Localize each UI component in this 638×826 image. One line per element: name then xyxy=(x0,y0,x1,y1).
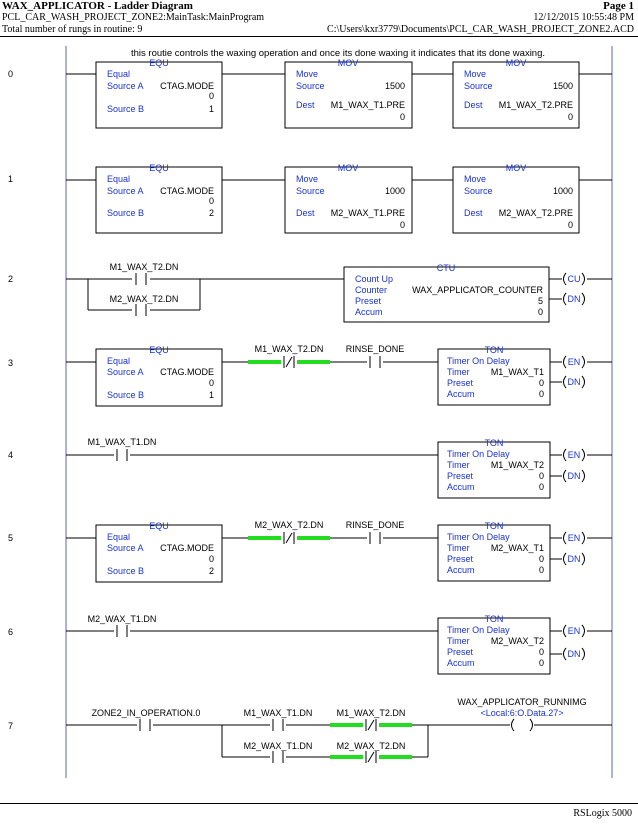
en-output-coil xyxy=(564,449,585,461)
svg-text:M2_WAX_T1.PRE: M2_WAX_T1.PRE xyxy=(330,208,405,218)
xic-contact[interactable] xyxy=(244,741,313,763)
report-datetime: 12/12/2015 10:55:48 PM xyxy=(533,12,634,23)
svg-text:Accum: Accum xyxy=(447,482,475,492)
svg-text:Source A: Source A xyxy=(107,186,144,196)
svg-text:Source: Source xyxy=(464,186,493,196)
mov-instruction[interactable] xyxy=(453,163,579,233)
svg-text:0: 0 xyxy=(399,220,405,230)
svg-text:WAX_APPLICATOR_RUNNIMG: WAX_APPLICATOR_RUNNIMG xyxy=(457,697,587,707)
svg-text:Counter: Counter xyxy=(355,285,388,295)
svg-text:0: 0 xyxy=(538,482,544,492)
svg-text:TON: TON xyxy=(484,345,504,355)
rung-5 xyxy=(66,520,612,582)
svg-text:M2_WAX_T2: M2_WAX_T2 xyxy=(490,636,544,646)
svg-text:0: 0 xyxy=(538,471,544,481)
xic-contact[interactable] xyxy=(346,344,405,368)
svg-text:Move: Move xyxy=(296,174,319,184)
svg-text:0: 0 xyxy=(538,565,544,575)
svg-text:CTAG.MODE: CTAG.MODE xyxy=(160,81,214,91)
equ-instruction[interactable] xyxy=(96,58,222,128)
svg-text:DN: DN xyxy=(567,554,581,564)
svg-text:Equal: Equal xyxy=(107,174,131,184)
svg-text:1500: 1500 xyxy=(552,81,573,91)
svg-text:EN: EN xyxy=(567,626,581,636)
rung-3 xyxy=(66,344,612,406)
xio-contact[interactable] xyxy=(330,708,412,731)
svg-text:EN: EN xyxy=(567,450,581,460)
svg-text:DN: DN xyxy=(567,471,581,481)
svg-text:EQU: EQU xyxy=(149,345,169,355)
svg-text:M1_WAX_T2: M1_WAX_T2 xyxy=(490,460,544,470)
output-coil[interactable] xyxy=(457,697,586,731)
svg-text:0: 0 xyxy=(208,91,214,101)
program-path: PCL_CAR_WASH_PROJECT_ZONE2:MainTask:MainProgram xyxy=(2,12,265,23)
svg-text:Timer: Timer xyxy=(447,636,470,646)
svg-text:DN: DN xyxy=(567,294,581,304)
cu-output-coil xyxy=(564,273,585,285)
svg-text:CU: CU xyxy=(567,274,581,284)
svg-text:Preset: Preset xyxy=(447,647,474,657)
svg-text:M2_WAX_T2.PRE: M2_WAX_T2.PRE xyxy=(498,208,573,218)
rung-number: 7 xyxy=(8,721,14,731)
xio-contact[interactable] xyxy=(330,741,412,763)
svg-text:CTAG.MODE: CTAG.MODE xyxy=(160,186,214,196)
mov-instruction[interactable] xyxy=(285,58,412,128)
svg-text:Source B: Source B xyxy=(107,390,145,400)
mov-instruction[interactable] xyxy=(285,163,412,233)
svg-text:Accum: Accum xyxy=(447,389,475,399)
xic-contact[interactable] xyxy=(110,294,179,316)
svg-text:MOV: MOV xyxy=(337,58,359,68)
rung-number: 4 xyxy=(8,450,14,460)
svg-text:MOV: MOV xyxy=(505,58,527,68)
footer-app-name: RSLogix 5000 xyxy=(573,808,632,819)
svg-text:M1_WAX_T2.DN: M1_WAX_T2.DN xyxy=(336,708,406,718)
svg-text:M1_WAX_T2.PRE: M1_WAX_T2.PRE xyxy=(498,100,573,110)
svg-text:Dest: Dest xyxy=(296,100,315,110)
svg-text:MOV: MOV xyxy=(505,163,527,173)
svg-text:M1_WAX_T1.DN: M1_WAX_T1.DN xyxy=(87,437,157,447)
xio-contact[interactable] xyxy=(248,344,330,368)
svg-text:Timer On Delay: Timer On Delay xyxy=(447,625,510,635)
svg-text:Move: Move xyxy=(464,69,487,79)
svg-text:Source: Source xyxy=(464,81,493,91)
svg-text:EQU: EQU xyxy=(149,521,169,531)
equ-instruction[interactable] xyxy=(96,163,222,233)
svg-text:RINSE_DONE: RINSE_DONE xyxy=(345,344,405,354)
svg-text:M2_WAX_T2.DN: M2_WAX_T2.DN xyxy=(109,294,179,304)
svg-text:Preset: Preset xyxy=(447,554,474,564)
footer-divider xyxy=(0,803,638,804)
svg-text:5: 5 xyxy=(537,296,543,306)
svg-text:TON: TON xyxy=(484,521,504,531)
svg-text:2: 2 xyxy=(208,208,214,218)
svg-text:Preset: Preset xyxy=(447,378,474,388)
svg-text:Timer: Timer xyxy=(447,543,470,553)
svg-text:Equal: Equal xyxy=(107,532,131,542)
rung-1 xyxy=(66,163,612,233)
rung-4 xyxy=(66,437,612,498)
svg-text:0: 0 xyxy=(399,112,405,122)
svg-text:1000: 1000 xyxy=(552,186,573,196)
xic-contact[interactable] xyxy=(346,520,405,544)
dn-output-coil xyxy=(564,648,585,660)
equ-instruction[interactable] xyxy=(96,345,222,406)
svg-text:Move: Move xyxy=(464,174,487,184)
svg-text:DN: DN xyxy=(567,377,581,387)
rung-count: Total number of rungs in routine: 9 xyxy=(2,24,143,35)
svg-text:M2_WAX_T2.DN: M2_WAX_T2.DN xyxy=(336,741,406,751)
svg-text:<Local:6:O.Data.27>: <Local:6:O.Data.27> xyxy=(480,708,564,718)
xic-contact[interactable] xyxy=(110,262,179,285)
svg-text:RINSE_DONE: RINSE_DONE xyxy=(345,520,405,530)
project-file-path: C:\Users\kxr3779\Documents\PCL_CAR_WASH_PROJECT_ZONE2.ACD xyxy=(327,24,634,35)
svg-text:Source A: Source A xyxy=(107,367,144,377)
ton-instruction[interactable] xyxy=(438,614,550,674)
svg-text:Dest: Dest xyxy=(464,208,483,218)
svg-text:1: 1 xyxy=(208,390,214,400)
svg-text:Preset: Preset xyxy=(355,296,382,306)
svg-text:Accum: Accum xyxy=(447,658,475,668)
rung-number: 0 xyxy=(8,69,14,79)
svg-text:Source B: Source B xyxy=(107,566,145,576)
svg-text:DN: DN xyxy=(567,649,581,659)
svg-text:Dest: Dest xyxy=(464,100,483,110)
svg-text:Accum: Accum xyxy=(355,307,383,317)
svg-text:M1_WAX_T1.PRE: M1_WAX_T1.PRE xyxy=(330,100,405,110)
svg-text:EN: EN xyxy=(567,533,581,543)
svg-text:Equal: Equal xyxy=(107,356,131,366)
svg-text:CTAG.MODE: CTAG.MODE xyxy=(160,543,214,553)
svg-text:0: 0 xyxy=(567,220,573,230)
svg-text:Dest: Dest xyxy=(296,208,315,218)
svg-text:0: 0 xyxy=(208,378,214,388)
svg-text:WAX_APPLICATOR_COUNTER: WAX_APPLICATOR_COUNTER xyxy=(412,285,543,295)
equ-instruction[interactable] xyxy=(96,521,222,582)
dn-output-coil xyxy=(564,470,585,482)
svg-text:Timer On Delay: Timer On Delay xyxy=(447,356,510,366)
svg-text:0: 0 xyxy=(208,554,214,564)
rung-number: 2 xyxy=(8,274,14,284)
page-number: Page 1 xyxy=(603,0,634,12)
svg-text:0: 0 xyxy=(538,378,544,388)
svg-text:CTU: CTU xyxy=(436,263,456,273)
rung-number: 6 xyxy=(8,627,14,637)
dn-output-coil xyxy=(564,553,585,565)
svg-text:Preset: Preset xyxy=(447,471,474,481)
xic-contact[interactable] xyxy=(88,614,157,637)
svg-text:Count Up: Count Up xyxy=(355,274,394,284)
rung-6 xyxy=(66,614,612,674)
svg-text:M2_WAX_T1.DN: M2_WAX_T1.DN xyxy=(243,741,313,751)
svg-text:0: 0 xyxy=(537,307,543,317)
xic-contact[interactable] xyxy=(92,708,201,731)
svg-text:M1_WAX_T2.DN: M1_WAX_T2.DN xyxy=(254,344,324,354)
svg-text:0: 0 xyxy=(538,647,544,657)
svg-text:M2_WAX_T1.DN: M2_WAX_T1.DN xyxy=(87,614,157,624)
svg-text:2: 2 xyxy=(208,566,214,576)
svg-text:TON: TON xyxy=(484,614,504,624)
mov-instruction[interactable] xyxy=(453,58,579,128)
svg-text:Move: Move xyxy=(296,69,319,79)
svg-text:1500: 1500 xyxy=(384,81,405,91)
svg-text:M1_WAX_T1.DN: M1_WAX_T1.DN xyxy=(243,708,313,718)
svg-text:CTAG.MODE: CTAG.MODE xyxy=(160,367,214,377)
rung-number: 3 xyxy=(8,358,14,368)
rung-number: 1 xyxy=(8,174,14,184)
svg-text:MOV: MOV xyxy=(337,163,359,173)
svg-text:Source B: Source B xyxy=(107,104,145,114)
svg-text:ZONE2_IN_OPERATION.0: ZONE2_IN_OPERATION.0 xyxy=(91,708,201,718)
svg-text:M2_WAX_T1: M2_WAX_T1 xyxy=(490,543,544,553)
svg-text:TON: TON xyxy=(484,438,504,448)
svg-text:Source: Source xyxy=(296,186,325,196)
svg-text:1000: 1000 xyxy=(384,186,405,196)
svg-text:Source A: Source A xyxy=(107,81,144,91)
ton-instruction[interactable] xyxy=(438,345,550,405)
dn-output-coil xyxy=(564,376,585,388)
en-output-coil xyxy=(564,532,585,544)
svg-text:Source: Source xyxy=(296,81,325,91)
svg-text:Source B: Source B xyxy=(107,208,145,218)
ton-instruction[interactable] xyxy=(438,438,550,498)
svg-text:Accum: Accum xyxy=(447,565,475,575)
svg-text:M1_WAX_T1: M1_WAX_T1 xyxy=(490,367,544,377)
en-output-coil xyxy=(564,625,585,637)
svg-text:M2_WAX_T2.DN: M2_WAX_T2.DN xyxy=(254,520,324,530)
xio-contact[interactable] xyxy=(248,520,330,544)
rung-7 xyxy=(66,697,612,763)
rung-0 xyxy=(66,58,612,128)
svg-text:Timer On Delay: Timer On Delay xyxy=(447,449,510,459)
svg-text:Source A: Source A xyxy=(107,543,144,553)
svg-text:0: 0 xyxy=(208,196,214,206)
dn-output-coil xyxy=(564,293,585,305)
svg-text:EQU: EQU xyxy=(149,163,169,173)
report-title: WAX_APPLICATOR - Ladder Diagram xyxy=(2,0,193,12)
svg-text:EN: EN xyxy=(567,357,581,367)
rung-2 xyxy=(66,262,612,322)
svg-text:1: 1 xyxy=(208,104,214,114)
svg-text:Timer: Timer xyxy=(447,367,470,377)
en-output-coil xyxy=(564,356,585,368)
svg-text:Timer: Timer xyxy=(447,460,470,470)
rung-number: 5 xyxy=(8,533,14,543)
rung-comment: this routie controls the waxing operation and once its done waxing it indicates that its done waxing. xyxy=(130,48,546,59)
xic-contact[interactable] xyxy=(88,437,157,461)
svg-text:0: 0 xyxy=(538,658,544,668)
svg-text:Timer On Delay: Timer On Delay xyxy=(447,532,510,542)
svg-text:Equal: Equal xyxy=(107,69,131,79)
svg-text:0: 0 xyxy=(538,389,544,399)
ctu-instruction[interactable] xyxy=(344,263,549,322)
svg-text:0: 0 xyxy=(538,554,544,564)
svg-text:0: 0 xyxy=(567,112,573,122)
svg-text:EQU: EQU xyxy=(149,58,169,68)
xic-contact[interactable] xyxy=(244,708,313,731)
ton-instruction[interactable] xyxy=(438,521,550,581)
svg-text:M1_WAX_T2.DN: M1_WAX_T2.DN xyxy=(109,262,179,272)
